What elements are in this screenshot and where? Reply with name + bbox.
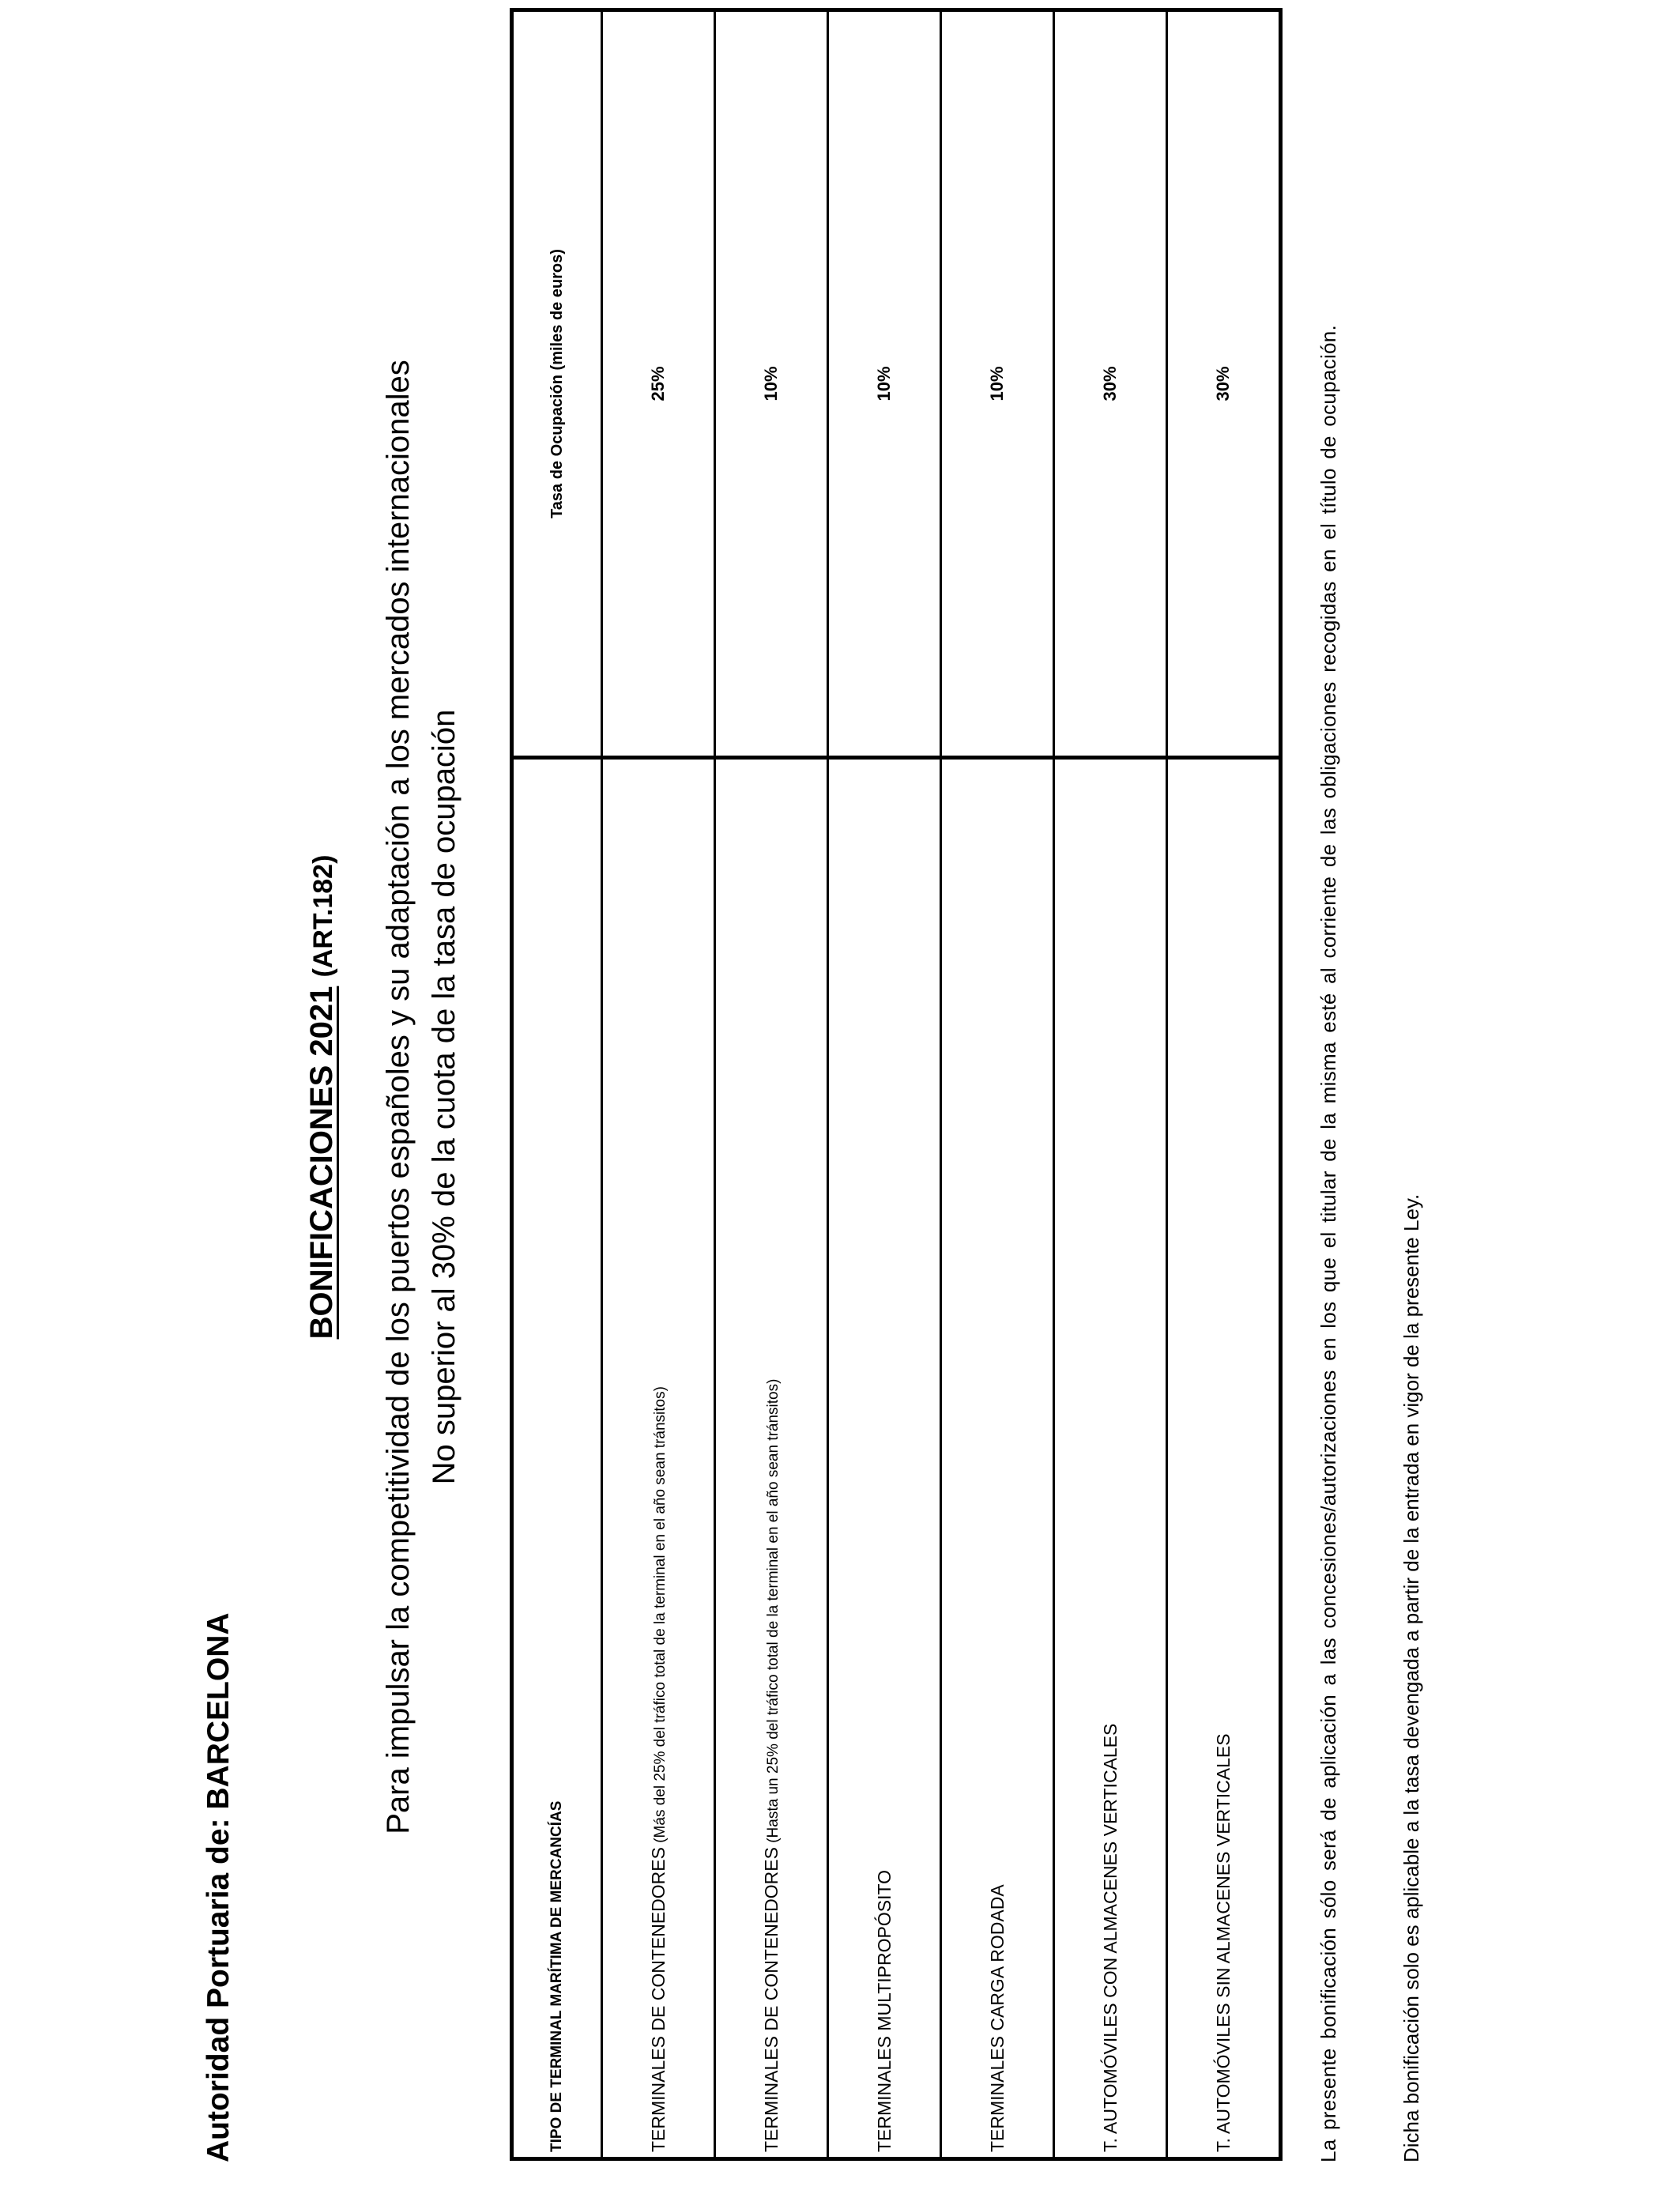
terminal-type-cell — [715, 758, 828, 2159]
rate-value: 30% — [1054, 10, 1167, 758]
terminal-type-cell — [602, 758, 715, 2159]
terminal-type-cell — [1167, 758, 1281, 2159]
table-row — [602, 10, 715, 2159]
terminal-type-name: TERMINALES DE CONTENEDORES — [760, 1847, 782, 2152]
terminal-type-cell — [941, 758, 1054, 2159]
terminal-type-cell — [828, 758, 941, 2159]
subtitle-line-2: No superior al 30% de la cuota de la tasa de ocupación — [427, 709, 461, 1485]
terminal-type-name: TERMINALES MULTIPROPÓSITO — [873, 1870, 895, 2152]
rate-value: 30% — [1167, 10, 1281, 758]
rate-value: 10% — [715, 10, 828, 758]
table-row — [1167, 10, 1281, 2159]
rate-value: 25% — [602, 10, 715, 758]
terminal-type-name: T. AUTOMÓVILES CON ALMACENES VERTICALES — [1099, 1723, 1121, 2152]
terminal-type-name: TERMINALES CARGA RODADA — [986, 1884, 1008, 2152]
table-row — [1054, 10, 1167, 2159]
bonus-table — [510, 8, 1283, 2161]
terminal-type-cell — [1054, 758, 1167, 2159]
rate-value: 10% — [828, 10, 941, 758]
rate-value: 10% — [941, 10, 1054, 758]
table-row — [941, 10, 1054, 2159]
terminal-type-note: (Hasta un 25% del tráfico total de la terminal en el año sean tránsitos) — [764, 1378, 782, 1843]
footnote-effective-date: Dicha bonificación solo es aplicable a la tasa devengada a partir de la entrada en vigor de la presente Ley. — [1399, 1193, 1423, 2162]
table-row — [715, 10, 828, 2159]
header-occupancy-rate: Tasa de Ocupación (miles de euros) — [512, 10, 602, 758]
terminal-type-name: T. AUTOMÓVILES SIN ALMACENES VERTICALES — [1212, 1733, 1234, 2152]
subtitle-line-1: Para impulsar la competitividad de los puertos españoles y su adaptación a los mercados internacionales — [381, 360, 416, 1834]
footnote-applicability: La presente bonificación sólo será de aplicación a las concesiones/autorizaciones en los que el titular de la misma esté al corriente de las obligaciones recogidas en el título de ocupación. — [1317, 324, 1340, 2162]
port-authority-heading: Autoridad Portuaria de: BARCELONA — [202, 1612, 235, 2162]
document-title — [304, 0, 340, 2194]
table-header-row — [512, 10, 602, 2159]
terminal-type-name: TERMINALES DE CONTENEDORES — [647, 1847, 669, 2152]
header-terminal-type: TIPO DE TERMINAL MARÍTIMA DE MERCANCÍAS — [512, 758, 602, 2159]
terminal-type-note: (Más del 25% del tráfico total de la terminal en el año sean tránsitos) — [651, 1386, 669, 1843]
title-article: (ART.182) — [308, 854, 338, 978]
title-main: BONIFICACIONES 2021 — [304, 986, 339, 1340]
table-row — [828, 10, 941, 2159]
